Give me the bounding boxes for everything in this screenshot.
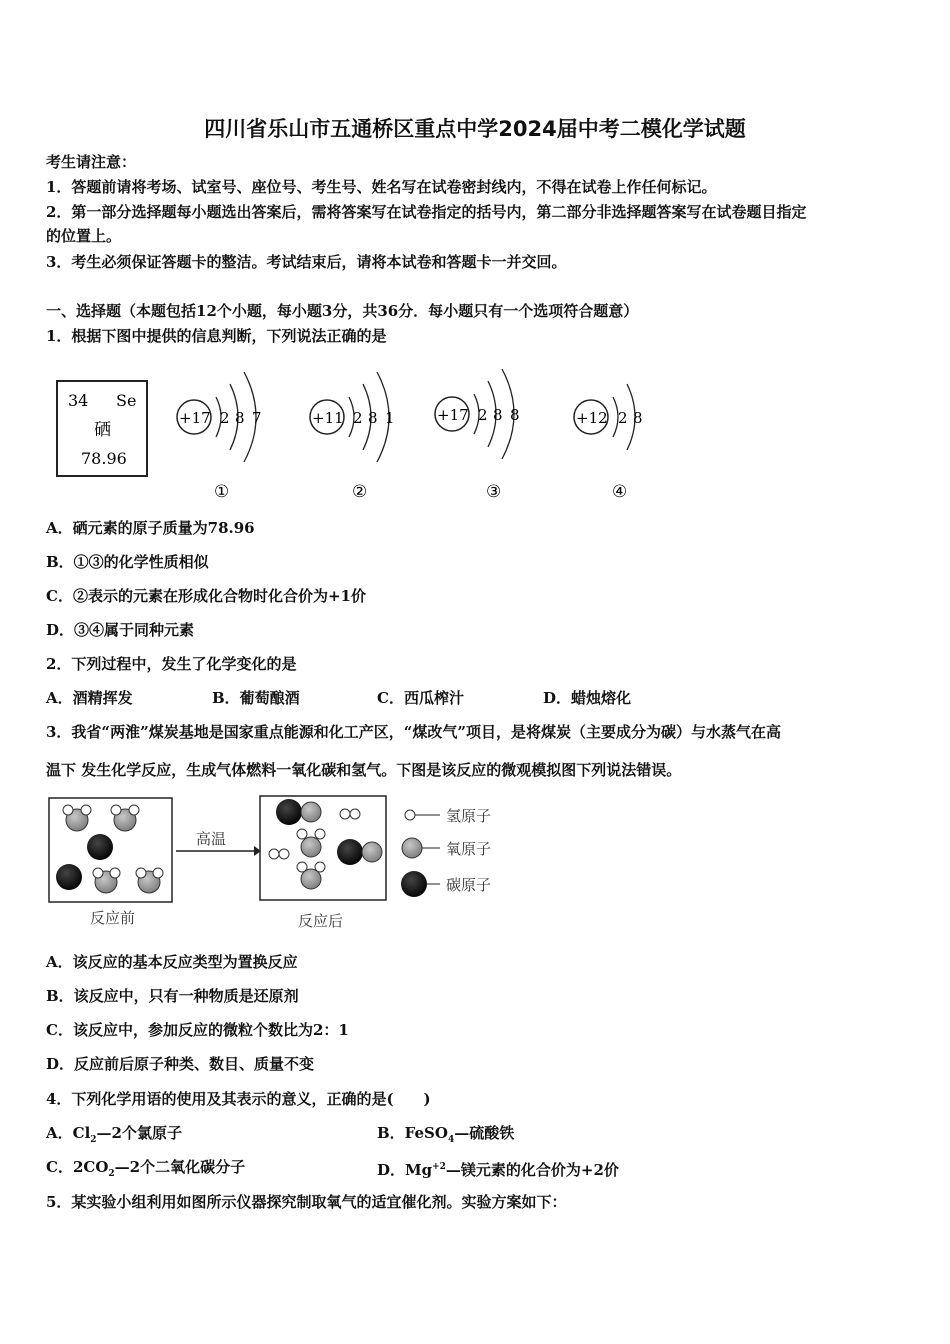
notice-item: 1．答题前请将考场、试室号、座位号、考生号、姓名写在试卷密封线内，不得在试卷上作任何标记。 [46,178,717,196]
element-name: 硒 [94,420,111,440]
after-reaction-box [260,796,386,900]
question-2-option: C．西瓜榨汁 [377,689,464,707]
svg-text:1: 1 [385,409,395,427]
svg-text:碳原子: 碳原子 [446,876,492,894]
svg-text:+11: +11 [312,409,344,427]
before-reaction-box [49,798,172,902]
question-1-option: B．①③的化学性质相似 [46,553,209,571]
svg-text:2: 2 [478,406,488,424]
reaction-condition: 高温 [196,830,227,848]
element-number: 34 [68,391,89,410]
question-2-option: B．葡萄酿酒 [212,689,300,707]
svg-text:④: ④ [612,482,628,502]
notice-item: 的位置上。 [46,227,122,245]
question-4-option: C．$2CO_2—2$个二氧化碳分子 [46,1158,246,1179]
question-4-option: A．$Cl_2—2$个氯原子 [46,1124,182,1145]
svg-text:8: 8 [235,409,245,427]
question-2-stem: 2．下列过程中，发生了化学变化的是 [46,655,297,673]
svg-text:氧原子: 氧原子 [446,840,492,858]
page-title: 四川省乐山市五通桥区重点中学2024届中考二模化学试题 [204,117,746,141]
question-3-option: A．该反应的基本反应类型为置换反应 [46,953,298,971]
svg-text:①: ① [214,482,230,502]
notice-item: 2．第一部分选择题每小题选出答案后，需将答案写在试卷指定的括号内，第二部分非选择题答案写在试卷题目指定 [46,203,807,221]
after-label: 反应后 [298,912,344,930]
svg-text:②: ② [352,482,368,502]
section-heading: 一、选择题（本题包括12个小题，每小题3分，共36分．每小题只有一个选项符合题意） [46,302,639,320]
svg-text:2: 2 [220,409,230,427]
atom-diagram-4 [574,384,643,502]
question-3-stem-cont: 温下 发生化学反应，生成气体燃料一氧化碳和氢气。下图是该反应的微观模拟图下列说法错误。 [46,761,682,779]
question-1-option: A．硒元素的原子质量为78.96 [46,519,255,537]
svg-text:2: 2 [353,409,363,427]
question-2-option: D．蜡烛熔化 [543,689,632,707]
question-3-option: C．该反应中，参加反应的微粒个数比为2：1 [46,1021,349,1039]
notice-heading: 考生请注意： [46,153,137,171]
svg-text:8: 8 [510,406,520,424]
atom-diagram-1 [177,372,262,502]
question-1-option: D．③④属于同种元素 [46,621,195,639]
atom-diagram-3 [435,369,520,502]
svg-text:8: 8 [633,409,643,427]
atom-diagram-2 [310,372,395,502]
svg-text:+12: +12 [576,409,608,427]
svg-text:+17: +17 [437,406,469,424]
svg-text:8: 8 [368,409,378,427]
question-4-option: D．$Mg^{+2}—$镁元素的化合价为+2价 [377,1161,619,1179]
svg-text:③: ③ [486,482,502,502]
svg-text:氢原子: 氢原子 [446,807,492,825]
question-1-option: C．②表示的元素在形成化合物时化合价为+1价 [46,587,366,605]
svg-text:7: 7 [252,409,262,427]
question-1-stem: 1．根据下图中提供的信息判断，下列说法正确的是 [46,327,387,345]
svg-text:2: 2 [618,409,628,427]
element-mass: 78.96 [81,449,127,468]
legend [401,807,491,897]
notice-item: 3．考生必须保证答题卡的整洁。考试结束后，请将本试卷和答题卡一并交回。 [46,253,567,271]
question-4-stem: 4．下列化学用语的使用及其表示的意义，正确的是( ) [46,1090,431,1108]
element-symbol: Se [116,391,137,410]
svg-text:+17: +17 [179,409,211,427]
question-2-option: A．酒精挥发 [46,689,133,707]
question-5-stem: 5．某实验小组利用如图所示仪器探究制取氧气的适宜催化剂。实验方案如下： [46,1193,567,1211]
question-3-option: B．该反应中，只有一种物质是还原剂 [46,987,299,1005]
question-3-stem: 3．我省“两淮”煤炭基地是国家重点能源和化工产区，“煤改气”项目，是将煤炭（主要成分为碳）与水蒸气在高 [46,723,781,741]
before-label: 反应前 [90,909,136,927]
question-3-option: D．反应前后原子种类、数目、质量不变 [46,1055,315,1073]
question-4-option: B．FeSO$_4$—硫酸铁 [377,1124,515,1145]
svg-text:8: 8 [493,406,503,424]
reaction-model-figure [46,792,516,940]
atom-structure-figure [46,352,666,504]
